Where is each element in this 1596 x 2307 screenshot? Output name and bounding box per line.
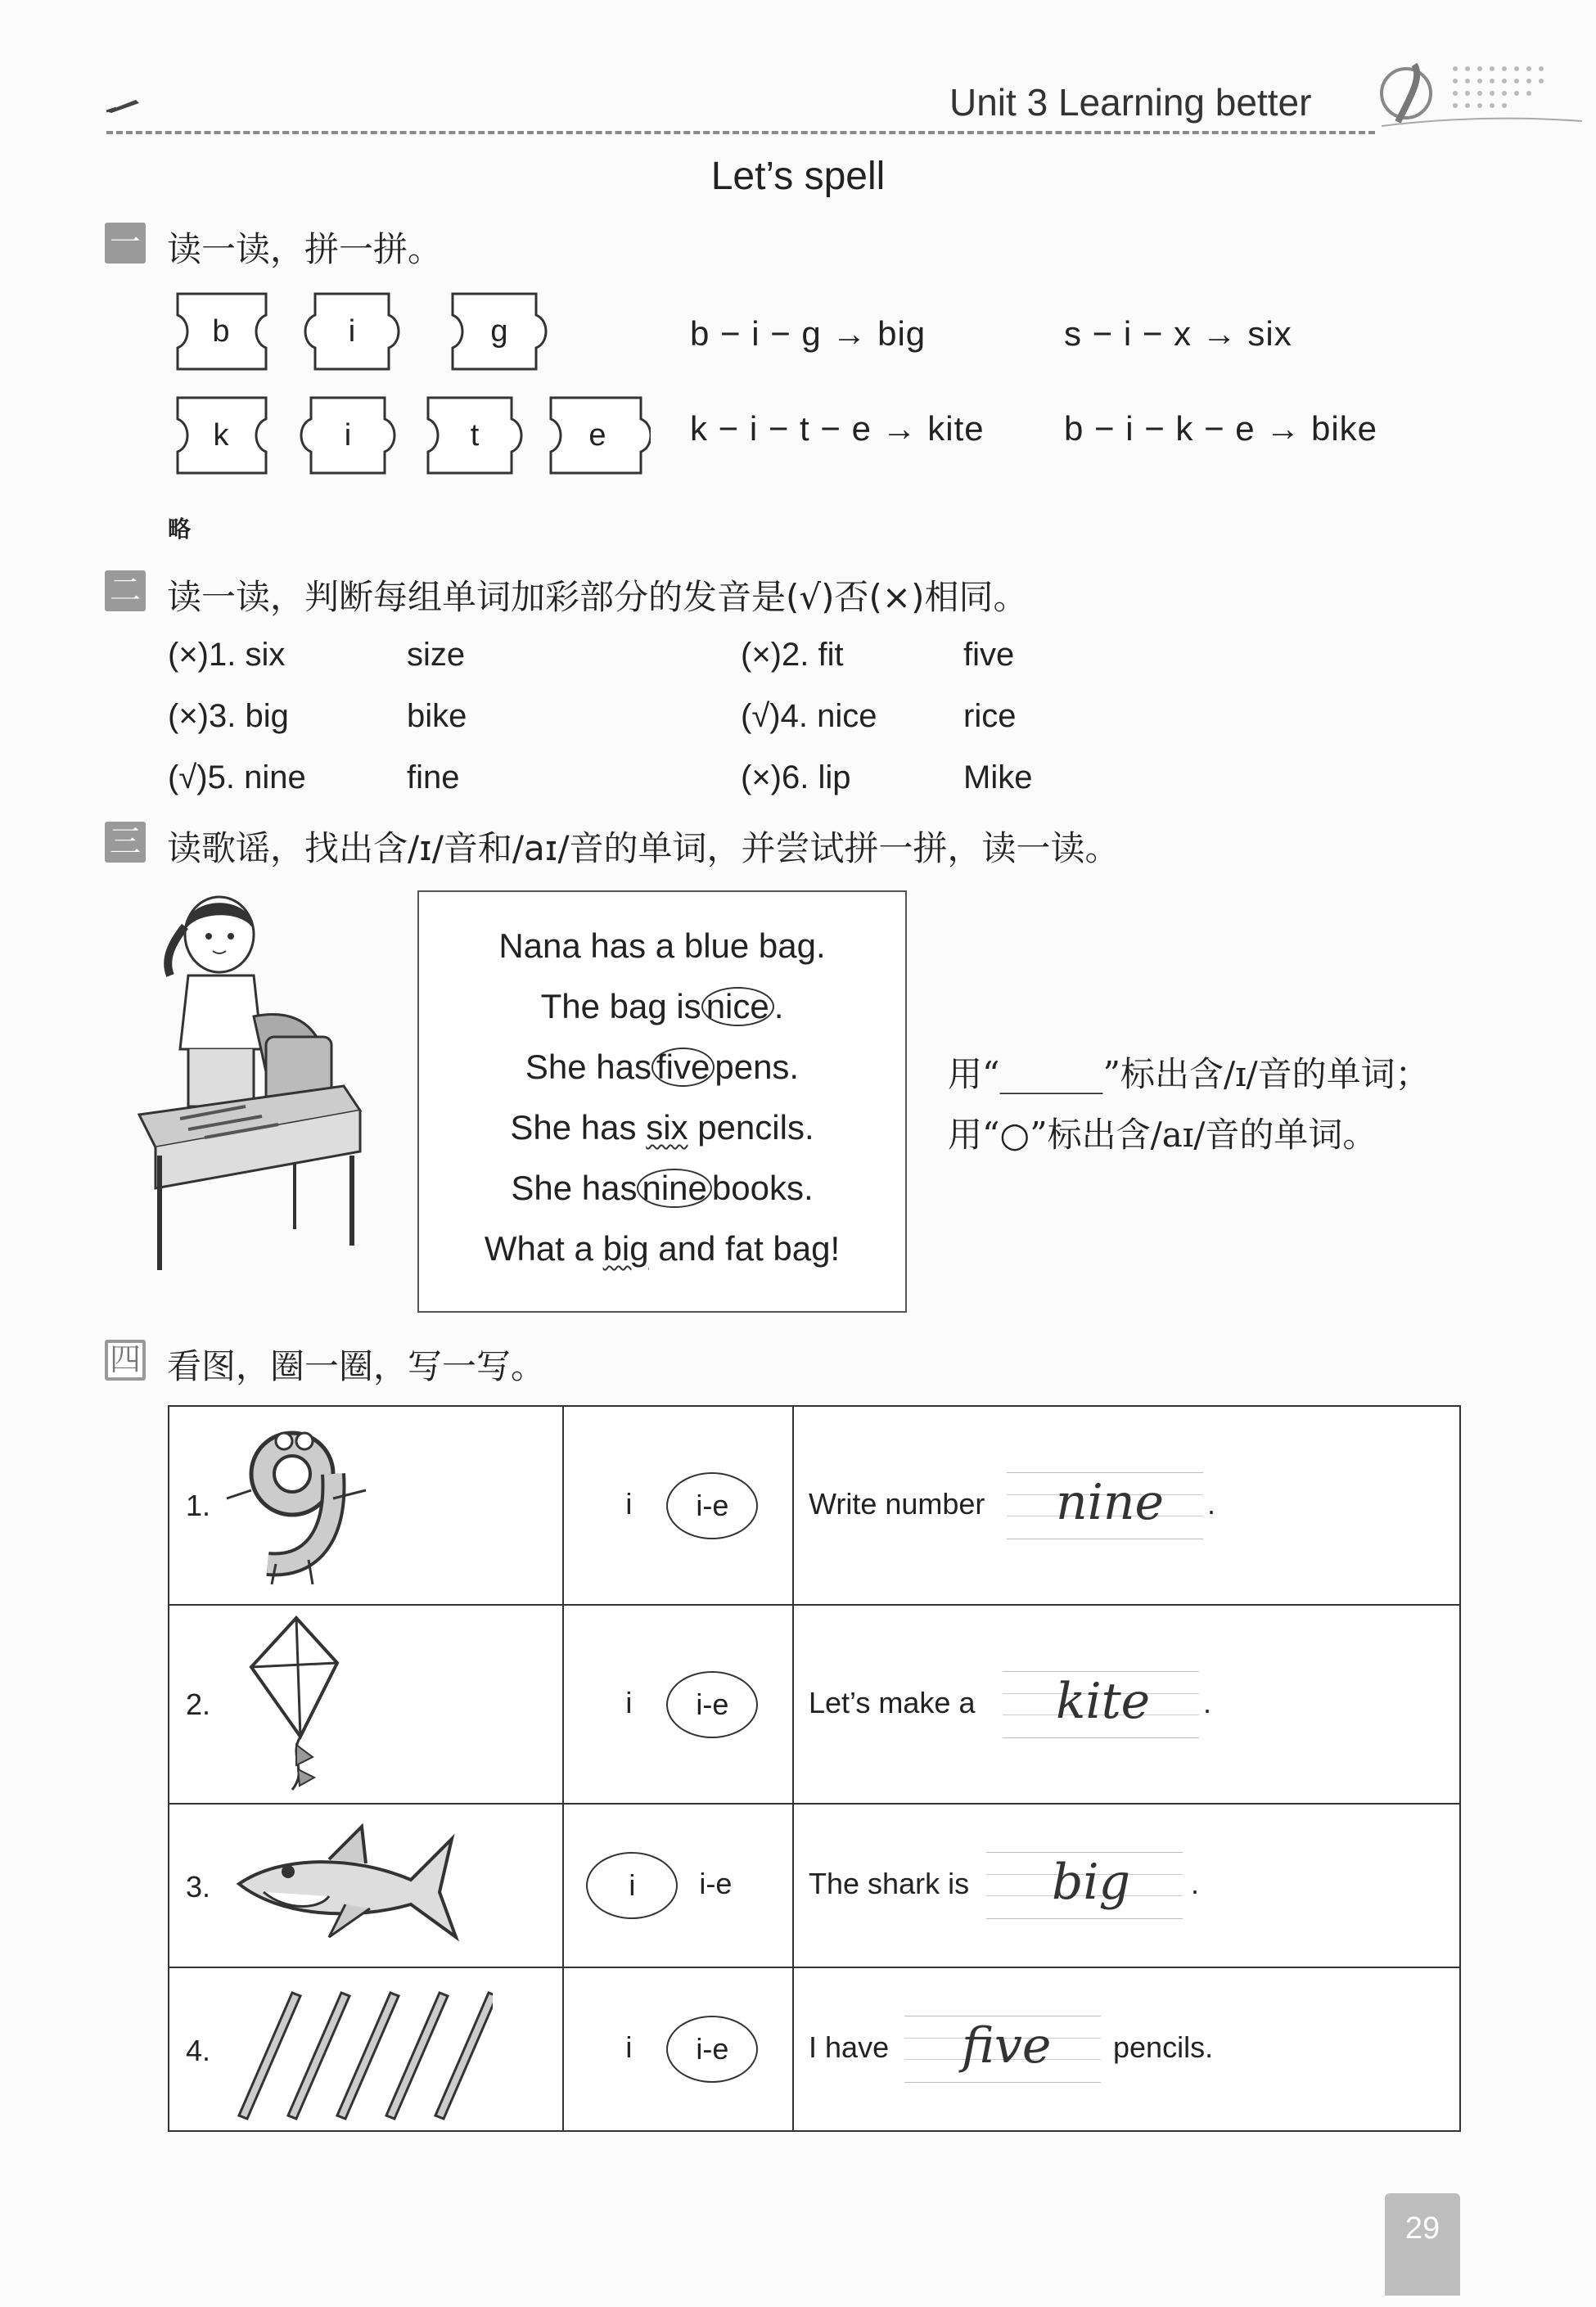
chant-box [417, 890, 907, 1313]
chant-line-6: What a big and fat bag! [484, 1229, 841, 1268]
item-1-word: size [407, 637, 466, 673]
item-1-mark: (×)1. six [168, 637, 286, 673]
sentence-end: pencils. [1113, 2030, 1214, 2064]
header-decoration [1365, 52, 1586, 142]
letter-tile: t [422, 394, 528, 476]
row-number: 3. [186, 1870, 211, 1904]
table-row [169, 1967, 1460, 2131]
unit-title: Unit 3 Learning better [949, 81, 1312, 124]
circled-word: nice [701, 987, 774, 1026]
chant-line-1: Nana has a blue bag. [498, 926, 826, 965]
spelling-six: s − i − x → six [1064, 314, 1292, 353]
part2-instruction: 读一读，判断每组单词加彩部分的发音是(√)否(×)相同。 [167, 577, 1028, 617]
chant-line-2: The bag is nice . [540, 987, 784, 1025]
answer-note: 略 [168, 516, 192, 543]
number-nine-illustration [219, 1417, 382, 1593]
option-i-e-circled[interactable]: i-e [666, 1671, 758, 1738]
sentence-text: I have [809, 2030, 890, 2064]
note-long-i: 用“○”标出含/aɪ/音的单词。 [948, 1115, 1377, 1155]
spelling-bike: b − i − k − e → bike [1064, 409, 1378, 448]
letter-tile: i [295, 394, 401, 476]
item-4-mark: (√)4. nice [741, 698, 877, 734]
item-5-word: fine [407, 759, 460, 795]
option-i[interactable]: i [625, 1686, 633, 1719]
handwritten-answer[interactable]: big [1052, 1854, 1131, 1911]
item-2-mark: (×)2. fit [741, 637, 844, 673]
table-row [169, 1605, 1460, 1804]
letter-tile: b [168, 291, 274, 372]
chant-line-4: She has six pencils. [510, 1108, 814, 1147]
item-2-word: five [963, 637, 1015, 673]
part4-instruction: 看图，圈一圈，写一写。 [167, 1346, 546, 1386]
part1-marker: 一 [105, 223, 146, 264]
letter-tile: i [299, 291, 405, 372]
item-4-word: rice [963, 698, 1017, 734]
item-6-word: Mike [963, 759, 1033, 795]
sentence-text: Write number [809, 1487, 985, 1521]
girl-at-desk-illustration [131, 885, 368, 1278]
sentence-end: . [1207, 1487, 1216, 1521]
item-5-mark: (√)5. nine [168, 759, 306, 795]
exercise-table [168, 1405, 1461, 2132]
part4-marker: 四 [105, 1340, 146, 1381]
section-title: Let’s spell [710, 155, 886, 198]
item-3-mark: (×)3. big [168, 698, 289, 734]
shark-illustration [231, 1823, 460, 1953]
option-i[interactable]: i [625, 1487, 633, 1521]
letter-tile: e [544, 394, 651, 476]
letter-tile: k [168, 394, 274, 476]
part1-instruction: 读一读，拼一拼。 [167, 229, 443, 269]
row-number: 4. [186, 2034, 211, 2067]
part3-marker: 三 [105, 822, 146, 863]
chant-line-5: She has nine books. [511, 1169, 814, 1207]
sentence-end: . [1203, 1686, 1212, 1719]
chant-line-3: She has five pens. [525, 1048, 800, 1086]
handwritten-answer[interactable]: nine [1056, 1474, 1164, 1531]
option-i-e-circled[interactable]: i-e [666, 1472, 758, 1539]
header-divider [106, 131, 1375, 134]
sentence-text: The shark is [809, 1867, 970, 1900]
part3-instruction: 读歌谣，找出含/ɪ/音和/aɪ/音的单词，并尝试拼一拼，读一读。 [167, 828, 1120, 868]
spelling-kite: k − i − t − e → kite [690, 409, 985, 448]
part2-marker: 二 [105, 570, 146, 611]
note-short-i: 用“______”标出含/ɪ/音的单词； [948, 1054, 1430, 1094]
circled-word: five [651, 1048, 715, 1087]
option-i[interactable]: i [625, 2030, 633, 2064]
item-6-mark: (×)6. lip [741, 759, 851, 795]
handwritten-answer[interactable]: five [962, 2017, 1052, 2075]
sentence-text: Let’s make a [809, 1686, 976, 1719]
table-row [169, 1406, 1460, 1605]
kite-illustration [247, 1614, 354, 1798]
pencil-icon [105, 97, 141, 115]
option-i-e-circled[interactable]: i-e [666, 2016, 758, 2083]
spelling-big: b − i − g → big [690, 314, 926, 353]
wavy-underlined-word: big [602, 1229, 649, 1268]
handwritten-answer[interactable]: kite [1056, 1673, 1151, 1730]
page-number: 29 [1385, 2193, 1460, 2296]
item-3-word: bike [407, 698, 467, 734]
circled-word: nine [637, 1169, 711, 1208]
option-i-e[interactable]: i-e [699, 1867, 733, 1900]
pencils-illustration [223, 1976, 493, 2124]
row-number: 2. [186, 1687, 211, 1721]
wavy-underlined-word: six [646, 1108, 688, 1147]
row-number: 1. [186, 1489, 211, 1522]
option-i-circled[interactable]: i [586, 1852, 678, 1919]
sentence-end: . [1191, 1867, 1200, 1900]
table-row [169, 1804, 1460, 1967]
letter-tile: g [446, 291, 552, 372]
